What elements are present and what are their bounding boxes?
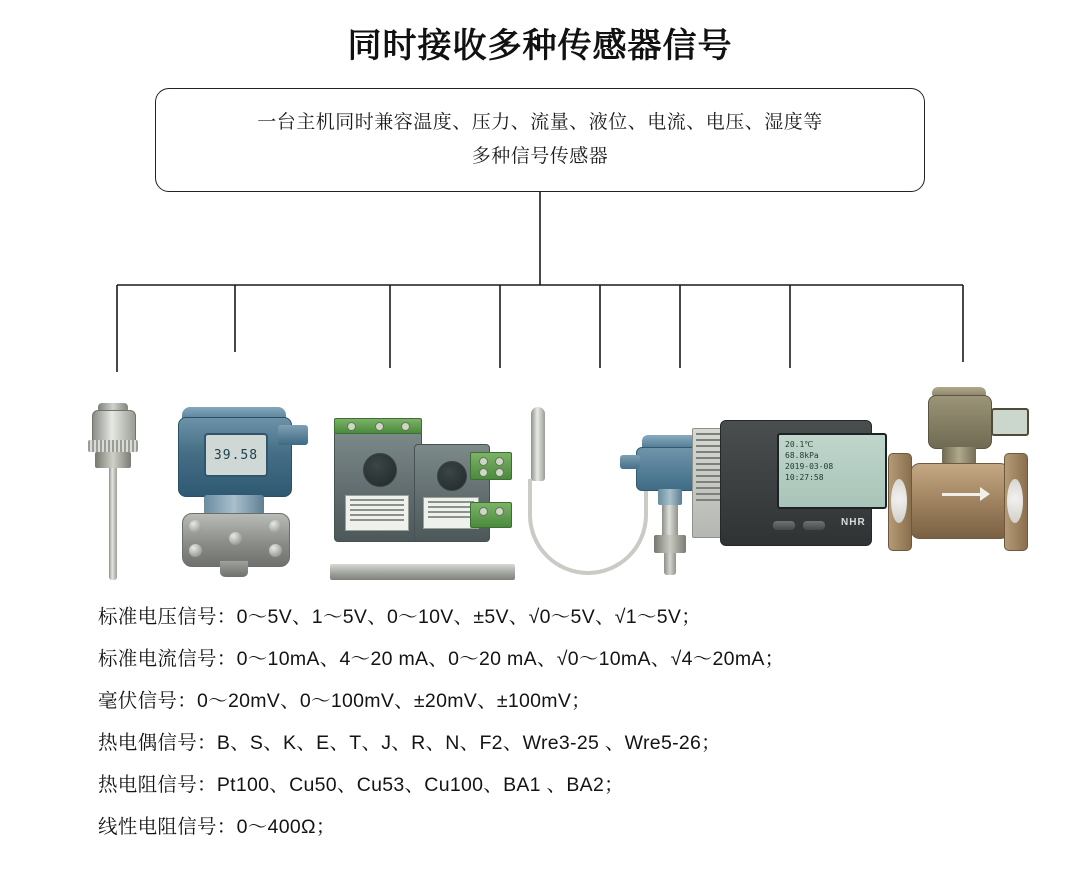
transmitter-lcd xyxy=(204,433,268,477)
device-pressure-transmitter xyxy=(160,395,310,580)
meter-screen-line-3: 2019-03-08 xyxy=(785,462,834,471)
transmitter-lcd-value: 39.58 xyxy=(213,447,259,463)
spec-row-current xyxy=(98,638,1028,680)
device-electromagnetic-flowmeter xyxy=(880,395,1040,580)
flowmeter-bore-right xyxy=(1007,479,1023,523)
spec-value-current: 0～10mA、4～20 mA、0～20 mA、√0～10mA、√4～20mA； xyxy=(236,648,785,670)
small-transmitter-tip xyxy=(664,553,676,575)
transmitter-conduit xyxy=(278,425,308,445)
level-probe-body xyxy=(531,407,545,481)
description-line-1: 一台主机同时兼容温度、压力、流量、液位、电流、电压、湿度等 xyxy=(257,112,823,133)
spec-row-rtd xyxy=(98,764,1028,806)
flowmeter-neck xyxy=(942,447,976,463)
din-rail xyxy=(330,564,515,580)
flowmeter-bore-left xyxy=(891,479,907,523)
flange-bolt xyxy=(229,532,242,545)
small-transmitter-neck xyxy=(658,489,682,505)
spec-row-thermocouple xyxy=(98,722,1028,764)
ct-terminal-block-right xyxy=(470,452,512,480)
flow-direction-arrow xyxy=(942,493,984,496)
page-title: 同时接收多种传感器信号 xyxy=(347,27,733,65)
spec-value-rtd: Pt100、Cu50、Cu53、Cu100、BA1 、BA2； xyxy=(216,774,624,796)
spec-list xyxy=(98,596,1028,848)
terminal-screw xyxy=(479,457,488,466)
description-line-2: 多种信号传感器 xyxy=(471,146,609,167)
current-transducer-1 xyxy=(334,430,422,542)
meter-button-1[interactable] xyxy=(773,521,795,530)
terminal-screw xyxy=(375,422,384,431)
spec-value-voltage: 0～5V、1～5V、0～10V、±5V、√0～5V、√1～5V； xyxy=(236,606,701,628)
spec-value-thermocouple: B、S、K、E、T、J、R、N、F2、Wre3-25 、Wre5-26； xyxy=(216,732,721,754)
meter-screen-line-2: 68.8kPa xyxy=(785,451,819,460)
terminal-screw xyxy=(479,468,488,477)
ct-aperture xyxy=(437,461,467,491)
spec-label-millivolt: 毫伏信号： xyxy=(98,690,198,712)
flowmeter-body xyxy=(910,463,1010,539)
probe-head xyxy=(92,410,136,442)
terminal-screw xyxy=(495,468,504,477)
ct-label-plate xyxy=(345,495,409,531)
transmitter-flange xyxy=(182,513,290,567)
flowmeter-head xyxy=(928,395,992,449)
probe-nut xyxy=(95,452,131,468)
probe-stem xyxy=(109,468,117,580)
device-row xyxy=(0,340,1080,580)
spec-value-millivolt: 0～20mV、0～100mV、±20mV、±100mV； xyxy=(197,690,591,712)
flow-direction-arrowhead xyxy=(980,487,990,501)
description-box xyxy=(155,88,925,192)
transmitter-drain xyxy=(220,561,248,577)
spec-row-resistance xyxy=(98,806,1028,848)
ct-aperture xyxy=(363,453,397,487)
meter-case xyxy=(720,420,872,546)
flange-bolt xyxy=(269,520,282,533)
terminal-screw xyxy=(401,422,410,431)
transmitter-neck xyxy=(204,495,264,515)
spec-row-millivolt xyxy=(98,680,1028,722)
device-current-transducers xyxy=(330,410,515,580)
device-panel-meter xyxy=(690,420,870,580)
device-temperature-probe xyxy=(78,410,148,580)
small-transmitter-conduit-left xyxy=(620,455,640,469)
meter-screen xyxy=(777,433,887,509)
meter-screen-line-1: 20.1℃ xyxy=(785,440,814,449)
spec-value-resistance: 0～400Ω； xyxy=(236,816,336,838)
spec-label-current: 标准电流信号： xyxy=(98,648,237,670)
probe-knurl xyxy=(88,440,138,452)
flange-bolt xyxy=(189,520,202,533)
ct-terminal-block-right-2 xyxy=(470,502,512,528)
terminal-screw xyxy=(495,457,504,466)
flowmeter-display-window xyxy=(991,408,1029,436)
spec-label-resistance: 线性电阻信号： xyxy=(98,816,237,838)
meter-button-2[interactable] xyxy=(803,521,825,530)
meter-screen-line-4: 10:27:58 xyxy=(785,473,824,482)
small-transmitter-hexnut xyxy=(654,535,686,553)
flange-bolt xyxy=(269,544,282,557)
spec-label-voltage: 标准电压信号： xyxy=(98,606,237,628)
spec-row-voltage xyxy=(98,596,1028,638)
ct-terminal-block-top xyxy=(334,418,422,434)
flange-bolt xyxy=(189,544,202,557)
terminal-screw xyxy=(495,507,504,516)
terminal-screw xyxy=(479,507,488,516)
meter-brand: NHR xyxy=(841,517,866,528)
spec-label-rtd: 热电阻信号： xyxy=(98,774,217,796)
terminal-screw xyxy=(347,422,356,431)
spec-label-thermocouple: 热电偶信号： xyxy=(98,732,217,754)
